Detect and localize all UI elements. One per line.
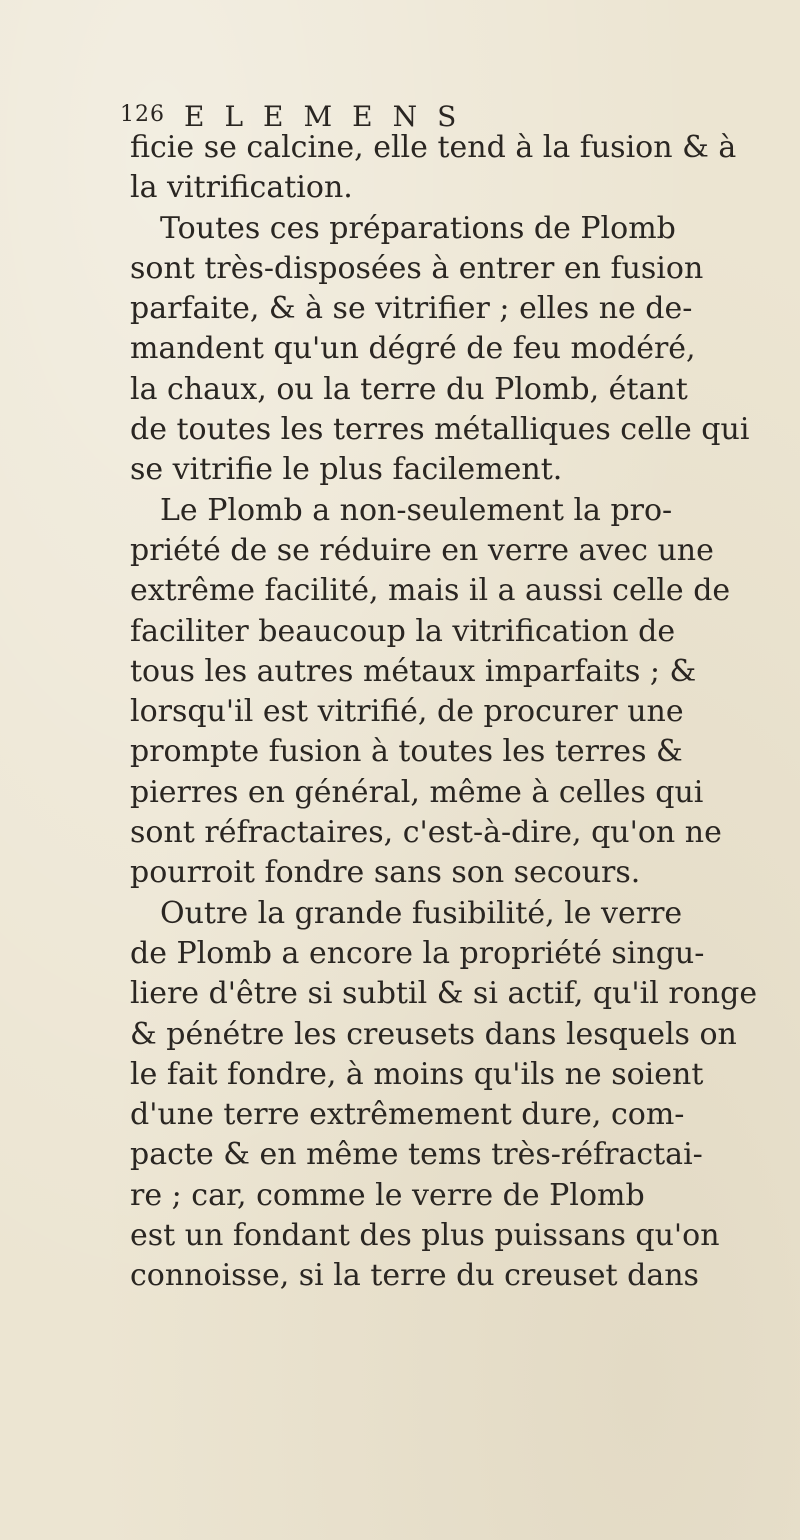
text-line: sont très-disposées à entrer en fusion <box>130 250 704 286</box>
text-line: connoisse, si la terre du creuset dans <box>130 1258 699 1294</box>
text-line: parfaite, & à se vitrifier ; elles ne de- <box>130 291 693 327</box>
running-head: ELEMENS <box>184 100 477 133</box>
text-line: sont réfractaires, c'est-à-dire, qu'on ne <box>130 815 722 851</box>
text-line: la chaux, ou la terre du Plomb, étant <box>130 371 688 407</box>
text-line: liere d'être si subtil & si actif, qu'il ronge <box>130 976 758 1012</box>
text-line: est un fondant des plus puissans qu'on <box>130 1218 720 1254</box>
text-line: le fait fondre, à moins qu'ils ne soient <box>130 1056 704 1092</box>
text-line: prompte fusion à toutes les terres & <box>130 734 683 770</box>
text-line: la vitrification. <box>130 170 353 206</box>
text-line: mandent qu'un dégré de feu modéré, <box>130 331 696 367</box>
text-line: d'une terre extrêmement dure, com- <box>130 1097 685 1133</box>
text-line: de Plomb a encore la propriété singu- <box>130 935 705 971</box>
text-line: re ; car, comme le verre de Plomb <box>130 1177 645 1213</box>
page-number: 126 <box>120 102 165 127</box>
text-line: pacte & en même tems très-réfractai- <box>130 1137 703 1173</box>
text-line: priété de se réduire en verre avec une <box>130 532 714 568</box>
text-line: ficie se calcine, elle tend à la fusion & à <box>130 130 737 165</box>
text-line: extrême facilité, mais il a aussi celle de <box>130 573 731 609</box>
text-line: pierres en général, même à celles qui <box>130 774 704 810</box>
text-line: tous les autres métaux imparfaits ; & <box>130 653 697 689</box>
text-line: de toutes les terres métalliques celle qui <box>130 412 750 448</box>
text-line: se vitrifie le plus facilement. <box>130 452 563 488</box>
text-line: faciliter beaucoup la vitrification de <box>130 613 676 649</box>
text-line: Toutes ces préparations de Plomb <box>160 210 676 246</box>
text-line: pourroit fondre sans son secours. <box>130 855 641 891</box>
text-line: Le Plomb a non-seulement la pro- <box>160 492 673 528</box>
text-line: lorsqu'il est vitrifié, de procurer une <box>130 694 684 730</box>
text-line: & pénétre les creusets dans lesquels on <box>130 1016 737 1052</box>
text-line: Outre la grande fusibilité, le verre <box>160 895 683 931</box>
body-text <box>130 128 770 1297</box>
